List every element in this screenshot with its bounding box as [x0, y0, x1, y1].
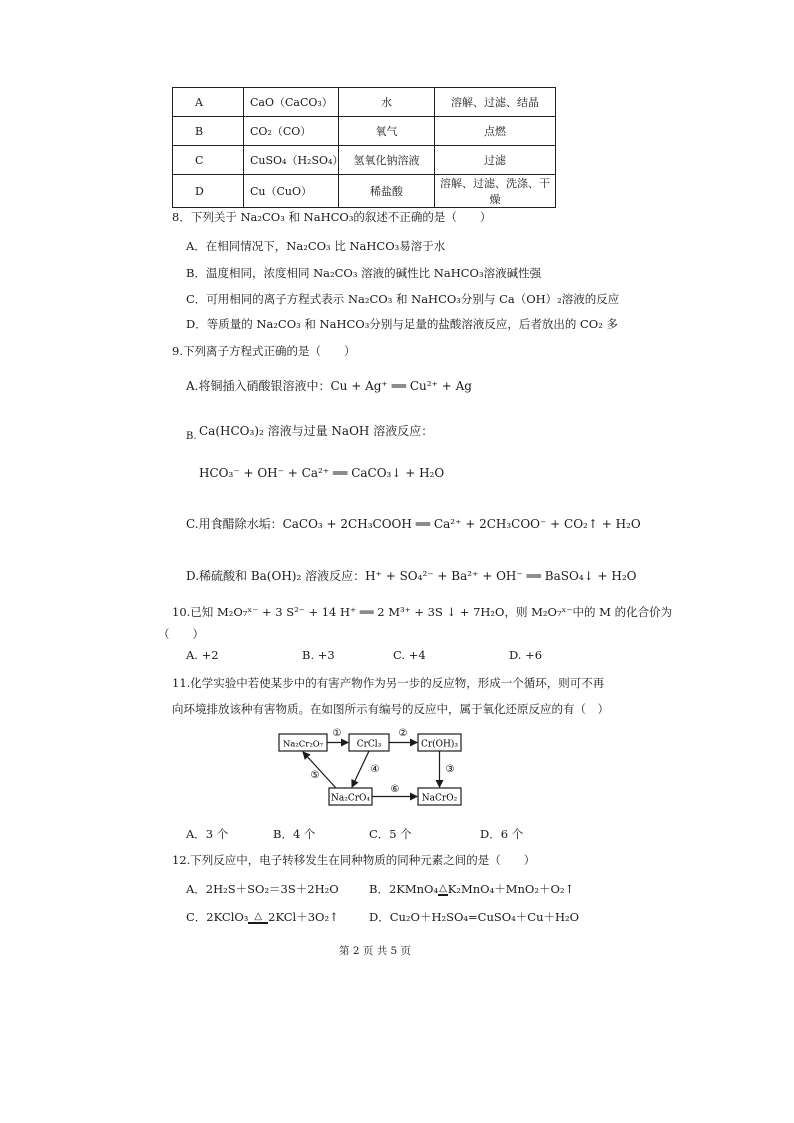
q8-option-c: C．可用相同的离子方程式表示 Na₂CO₃ 和 NaHCO₃分别与 Ca（OH）₂溶液的反应	[186, 292, 620, 306]
q11-option-b: B．4 个	[273, 827, 316, 841]
q10-paren: （ ）	[158, 627, 204, 641]
heat-condition: △	[248, 912, 268, 924]
q12-option-d: D．Cu₂O＋H₂SO₄=CuSO₄＋Cu＋H₂O	[369, 910, 580, 924]
na2cro4-label: Na₂CrO₄	[330, 793, 371, 804]
arrow-5	[303, 752, 336, 788]
options-table	[172, 87, 556, 208]
q8-stem: 8．下列关于 Na₂CO₃ 和 NaHCO₃的叙述不正确的是（ ）	[172, 210, 492, 224]
q12-option-b-products: K₂MnO₄＋MnO₂＋O₂↑	[447, 882, 575, 896]
q9-stem: 9.下列离子方程式正确的是（ ）	[172, 344, 356, 358]
reaction-number-2: ②	[398, 728, 408, 739]
reagent-cell: 稀盐酸	[339, 175, 435, 208]
q9-option-b-label: B.	[186, 431, 197, 442]
q9-option-b-text: Ca(HCO₃)₂ 溶液与过量 NaOH 溶液反应：	[199, 424, 434, 438]
table-row	[173, 117, 556, 146]
row-label: D	[173, 175, 244, 208]
q10-option-a: A. +2	[186, 648, 219, 662]
q12-option-c-reactant: C．2KClO₃	[186, 910, 249, 924]
q10-option-b: B. +3	[302, 648, 335, 662]
heat-condition: △	[439, 883, 447, 894]
reagent-cell: 氧气	[339, 117, 435, 146]
q9-option-b-equation: HCO₃⁻ + OH⁻ + Ca²⁺ ══ CaCO₃↓ + H₂O	[199, 466, 445, 480]
row-label: C	[173, 146, 244, 175]
q12-option-b-reactant: B．2KMnO₄	[369, 882, 439, 896]
method-cell: 溶解、过滤、洗涤、干燥	[435, 175, 556, 208]
q12-option-a: A．2H₂S＋SO₂＝3S＋2H₂O	[186, 882, 339, 896]
q11-line-1: 11.化学实验中若使某步中的有害产物作为另一步的反应物，形成一个循环，则可不再	[172, 676, 605, 690]
q11-line-2: 向环境排放该种有害物质。在如图所示有编号的反应中，属于氧化还原反应的有（ ）	[172, 702, 609, 716]
nacro2-label: NaCrO₂	[421, 793, 458, 804]
substance-cell: CaO（CaCO₃）	[244, 88, 339, 117]
q12-option-b	[369, 881, 574, 897]
substance-cell: CuSO₄（H₂SO₄）	[244, 146, 339, 175]
q8-option-b: B．温度相同，浓度相同 Na₂CO₃ 溶液的碱性比 NaHCO₃溶液碱性强	[186, 266, 542, 280]
row-label: A	[173, 88, 244, 117]
method-cell: 点燃	[435, 117, 556, 146]
q11-option-d: D．6 个	[480, 827, 524, 841]
q12-option-c-products: 2KCl＋3O₂↑	[268, 910, 339, 924]
q12-option-c	[186, 909, 339, 925]
method-cell: 溶解、过滤、结晶	[435, 88, 556, 117]
q10-option-d: D. +6	[509, 648, 543, 662]
q10-option-c: C. +4	[393, 648, 426, 662]
table-row	[173, 175, 556, 208]
q10-stem: 10.已知 M₂O₇ˣ⁻ + 3 S²⁻ + 14 H⁺ ══ 2 M³⁺ + 3S ↓ + 7H₂O，则 M₂O₇ˣ⁻中的 M 的化合价为	[172, 605, 673, 619]
page-footer: 第 2 页 共 5 页	[339, 945, 412, 957]
substance-cell: CO₂（CO）	[244, 117, 339, 146]
table-row	[173, 88, 556, 117]
q8-option-d: D．等质量的 Na₂CO₃ 和 NaHCO₃分别与足量的盐酸溶液反应，后者放出的 CO₂ 多	[186, 317, 618, 331]
reaction-number-1: ①	[332, 728, 342, 739]
reagent-cell: 氢氧化钠溶液	[339, 146, 435, 175]
reaction-number-6: ⑥	[390, 784, 400, 795]
method-cell: 过滤	[435, 146, 556, 175]
q11-option-c: C．5 个	[369, 827, 412, 841]
row-label: B	[173, 117, 244, 146]
q11-option-a: A．3 个	[186, 827, 229, 841]
q12-stem: 12.下列反应中，电子转移发生在同种物质的同种元素之间的是（ ）	[172, 853, 536, 867]
reagent-cell: 水	[339, 88, 435, 117]
na2cr2o7-label: Na₂Cr₂O₇	[282, 739, 324, 750]
reaction-number-3: ③	[445, 764, 455, 775]
reaction-number-4: ④	[370, 764, 380, 775]
q9-option-d: D.稀硫酸和 Ba(OH)₂ 溶液反应：H⁺ + SO₄²⁻ + Ba²⁺ + OH⁻ ══ BaSO₄↓ + H₂O	[186, 569, 637, 583]
substance-cell: Cu（CuO）	[244, 175, 339, 208]
q9-option-c: C.用食醋除水垢：CaCO₃ + 2CH₃COOH ══ Ca²⁺ + 2CH₃COO⁻ + CO₂↑ + H₂O	[186, 517, 641, 531]
reaction-number-5: ⑤	[310, 770, 320, 781]
arrow-4	[352, 751, 369, 787]
croh3-label: Cr(OH)₃	[420, 739, 459, 750]
q8-option-a: A．在相同情况下，Na₂CO₃ 比 NaHCO₃易溶于水	[186, 239, 446, 253]
table-row	[173, 146, 556, 175]
chromium-cycle-diagram	[270, 722, 480, 814]
q9-option-a: A.将铜插入硝酸银溶液中：Cu + Ag⁺ ══ Cu²⁺ + Ag	[186, 379, 472, 393]
crcl3-label: CrCl₃	[356, 739, 382, 750]
